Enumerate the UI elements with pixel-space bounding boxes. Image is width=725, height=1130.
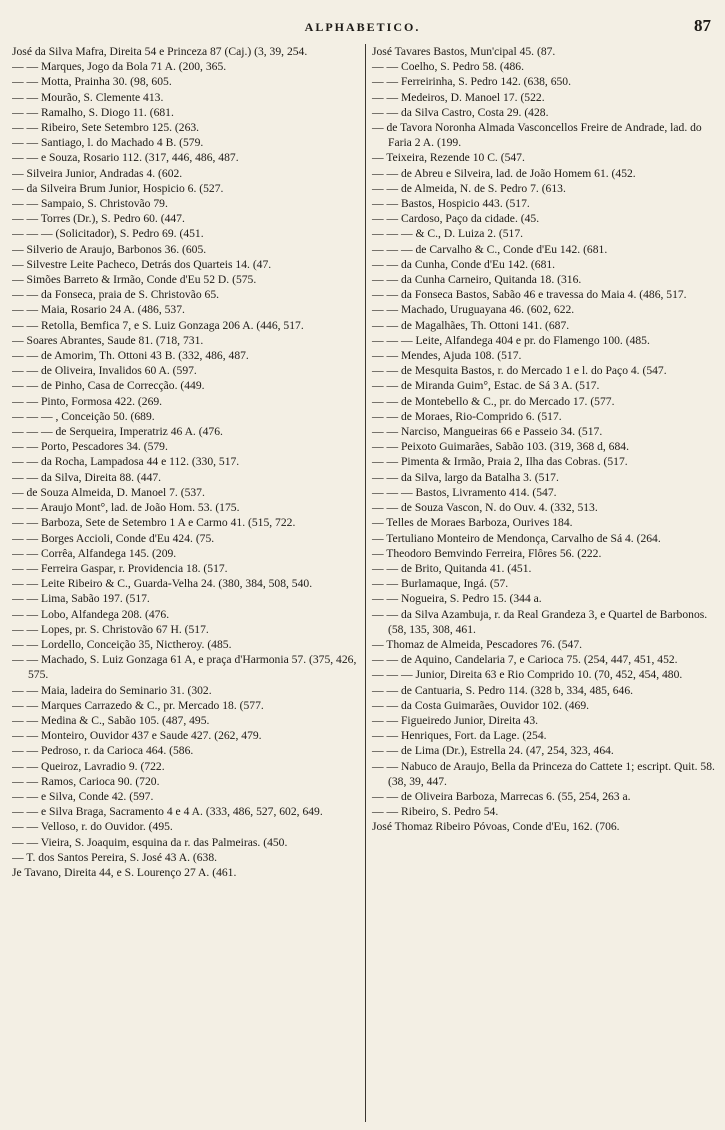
directory-entry: — — Monteiro, Ouvidor 437 e Saude 427. (262, 479. <box>12 729 262 743</box>
directory-entry: — — de Oliveira Barboza, Marrecas 6. (55, 254, 263 a. <box>372 789 631 803</box>
directory-entry: — — Motta, Prainha 30. (98, 605. <box>12 75 172 89</box>
directory-entry: — — — Bastos, Livramento 414. (547. <box>372 485 557 499</box>
directory-entry: José da Silva Mafra, Direita 54 e Princeza 87 (Caj.) (3, 39, 254. <box>12 45 308 58</box>
directory-entry: — — de Miranda Guim°, Estac. de Sá 3 A. (517. <box>372 379 600 393</box>
directory-entry: — — Cardoso, Paço da cidade. (45. <box>372 212 540 226</box>
directory-entry: — — de Moraes, Rio-Comprido 6. (517. <box>372 409 562 423</box>
directory-entry: — — da Cunha Carneiro, Quitanda 18. (316. <box>372 273 582 287</box>
directory-entry: — — Marques, Jogo da Bola 71 A. (200, 365. <box>12 60 227 74</box>
directory-entry: — Simões Barreto & Irmão, Conde d'Eu 52 D. (575. <box>12 273 257 287</box>
directory-entry: — — Peixoto Guimarães, Sabão 103. (319, 368 d, 684. <box>372 440 629 454</box>
directory-entry: — — — Leite, Alfandega 404 e pr. do Flamengo 100. (485. <box>372 333 650 347</box>
directory-entry: José Tavares Bastos, Mun'cipal 45. (87. <box>372 45 556 58</box>
directory-entry: — — e Souza, Rosario 112. (317, 446, 486, 487. <box>12 151 239 165</box>
directory-entry: — — Nogueira, S. Pedro 15. (344 a. <box>372 592 542 606</box>
directory-entry: — — Queiroz, Lavradio 9. (722. <box>12 759 165 773</box>
directory-entry: — — Medina & C., Sabão 105. (487, 495. <box>12 713 210 727</box>
directory-entry: — — Medeiros, D. Manoel 17. (522. <box>372 90 545 104</box>
directory-entry: — — de Souza Vascon, N. do Ouv. 4. (332, 513. <box>372 501 598 515</box>
directory-entry: — Silveira Junior, Andradas 4. (602. <box>12 166 183 180</box>
directory-entry: — — Ramos, Carioca 90. (720. <box>12 774 160 788</box>
directory-entry: — — — de Carvalho & C., Conde d'Eu 142. (681. <box>372 242 608 256</box>
directory-entry: — — Mourão, S. Clemente 413. <box>12 90 164 104</box>
directory-entry: — — Ferreira Gaspar, r. Providencia 18. (517. <box>12 561 228 575</box>
directory-entry: — — de Lima (Dr.), Estrella 24. (47, 254, 323, 464. <box>372 744 614 758</box>
directory-entry: — Tertuliano Monteiro de Mendonça, Carvalho de Sá 4. (264. <box>372 531 661 545</box>
directory-entry: — — Narciso, Mangueiras 66 e Passeio 34. (517. <box>372 425 603 439</box>
directory-entry: — — da Fonseca Bastos, Sabão 46 e travessa do Maia 4. (486, 517. <box>372 288 687 302</box>
directory-entry: — — Pedroso, r. da Carioca 464. (586. <box>12 744 194 758</box>
directory-entry: — — da Fonseca, praia de S. Christovão 65. <box>12 288 220 302</box>
directory-entry: — — Corrêa, Alfandega 145. (209. <box>12 546 177 560</box>
directory-entry: — — da Silva Castro, Costa 29. (428. <box>372 105 549 119</box>
page-number: 87 <box>694 16 711 35</box>
directory-entry: — — Ribeiro, Sete Setembro 125. (263. <box>12 121 200 135</box>
directory-entry: — — de Amorim, Th. Ottoni 43 B. (332, 486, 487. <box>12 349 249 363</box>
directory-entry: — — Maia, Rosario 24 A. (486, 537. <box>12 303 185 317</box>
directory-entry: — — Lopes, pr. S. Christovão 67 H. (517. <box>12 622 209 636</box>
directory-entry: — — de Magalhães, Th. Ottoni 141. (687. <box>372 318 570 332</box>
running-title: ALPHABETICO. <box>304 20 421 34</box>
directory-entry: — — Ferreirinha, S. Pedro 142. (638, 650. <box>372 75 572 89</box>
directory-entry: — Silvestre Leite Pacheco, Detrás dos Quarteis 14. (47. <box>12 257 272 271</box>
directory-entry: — — — (Solicitador), S. Pedro 69. (451. <box>12 227 204 241</box>
directory-entry: — — Mendes, Ajuda 108. (517. <box>372 349 522 363</box>
directory-entry: — — Maia, ladeira do Seminario 31. (302. <box>12 683 212 697</box>
directory-entry: — — Borges Accioli, Conde d'Eu 424. (75. <box>12 531 215 545</box>
directory-entry: — — — , Conceição 50. (689. <box>12 409 155 423</box>
directory-entry: — Thomaz de Almeida, Pescadores 76. (547. <box>372 637 583 651</box>
directory-entry: — de Tavora Noronha Almada Vasconcellos Freire de Andrade, lad. do Faria 2 A. (199. <box>372 121 702 150</box>
left-column <box>12 44 365 1122</box>
directory-entry: — — Porto, Pescadores 34. (579. <box>12 440 168 454</box>
directory-entry: — — Vieira, S. Joaquim, esquina da r. das Palmeiras. (450. <box>12 835 288 849</box>
directory-entry: — Telles de Moraes Barboza, Ourives 184. <box>372 516 573 530</box>
directory-entry: Je Tavano, Direita 44, e S. Lourenço 27 A. (461. <box>12 865 237 879</box>
directory-entry: — — Coelho, S. Pedro 58. (486. <box>372 60 525 74</box>
directory-entry: — — Velloso, r. do Ouvidor. (495. <box>12 820 173 834</box>
directory-entry: — — Lobo, Alfandega 208. (476. <box>12 607 170 621</box>
directory-entry: — — da Silva, largo da Batalha 3. (517. <box>372 470 559 484</box>
directory-entry: — — da Cunha, Conde d'Eu 142. (681. <box>372 257 556 271</box>
directory-entry: — Teixeira, Rezende 10 C. (547. <box>372 151 525 165</box>
directory-entry: — — de Mesquita Bastos, r. do Mercado 1 e l. do Paço 4. (547. <box>372 364 667 378</box>
directory-entry: — — Leite Ribeiro & C., Guarda-Velha 24. (380, 384, 508, 540. <box>12 577 313 591</box>
directory-entry: — — Burlamaque, Ingá. (57. <box>372 577 509 591</box>
directory-entry: — Theodoro Bemvindo Ferreira, Flôres 56. (222. <box>372 546 602 560</box>
directory-entry: — — Barboza, Sete de Setembro 1 A e Carmo 41. (515, 722. <box>12 516 296 530</box>
directory-entry: — — Pimenta & Irmão, Praia 2, Ilha das Cobras. (517. <box>372 455 628 469</box>
directory-entry: — Silverio de Araujo, Barbonos 36. (605. <box>12 242 207 256</box>
directory-entry: — — Machado, Uruguayana 46. (602, 622. <box>372 303 575 317</box>
directory-entry: — — Henriques, Fort. da Lage. (254. <box>372 729 547 743</box>
directory-entry: — — Sampaio, S. Christovão 79. <box>12 197 168 211</box>
directory-entry: — — Lima, Sabão 197. (517. <box>12 592 150 606</box>
directory-entry: — — de Oliveira, Invalidos 60 A. (597. <box>12 364 197 378</box>
directory-entry: — — Lordello, Conceição 35, Nictheroy. (485. <box>12 637 232 651</box>
directory-entry: — Soares Abrantes, Saude 81. (718, 731. <box>12 333 204 347</box>
directory-entry: José Thomaz Ribeiro Póvoas, Conde d'Eu, 162. (706. <box>372 820 620 834</box>
directory-entry: — — de Pinho, Casa de Correcção. (449. <box>12 379 205 393</box>
directory-entry: — — de Montebello & C., pr. do Mercado 17. (577. <box>372 394 615 408</box>
directory-entry: — de Souza Almeida, D. Manoel 7. (537. <box>12 485 205 499</box>
directory-entry: — — Santiago, l. do Machado 4 B. (579. <box>12 136 204 150</box>
directory-entry: — — Araujo Mont°, lad. de João Hom. 53. (175. <box>12 501 240 515</box>
directory-entry: — — Pinto, Formosa 422. (269. <box>12 394 163 408</box>
directory-entry: — — Nabuco de Araujo, Bella da Princeza do Cattete 1; escript. Quit. 58. (38, 39, 447. <box>372 759 715 788</box>
directory-entry: — — de Brito, Quitanda 41. (451. <box>372 561 532 575</box>
directory-entry: — — da Silva, Direita 88. (447. <box>12 470 162 484</box>
directory-entry: — — da Costa Guimarães, Ouvidor 102. (469. <box>372 698 590 712</box>
directory-entry: — — Machado, S. Luiz Gonzaga 61 A, e praça d'Harmonia 57. (375, 426, 575. <box>12 653 357 682</box>
directory-entry: — — — de Serqueira, Imperatriz 46 A. (476. <box>12 425 223 439</box>
directory-entry: — — Figueiredo Junior, Direita 43. <box>372 713 539 727</box>
directory-columns <box>12 44 720 1122</box>
directory-entry: — — Ramalho, S. Diogo 11. (681. <box>12 105 174 119</box>
right-column <box>366 44 719 1122</box>
directory-entry: — — da Silva Azambuja, r. da Real Grandeza 3, e Quartel de Barbonos. (58, 135, 308, 461. <box>372 607 708 636</box>
directory-entry: — — de Almeida, N. de S. Pedro 7. (613. <box>372 181 566 195</box>
directory-entry: — — da Rocha, Lampadosa 44 e 112. (330, 517. <box>12 455 240 469</box>
directory-entry: — — e Silva Braga, Sacramento 4 e 4 A. (333, 486, 527, 602, 649. <box>12 805 323 819</box>
directory-entry: — — de Abreu e Silveira, lad. de João Homem 61. (452. <box>372 166 636 180</box>
directory-entry: — — Torres (Dr.), S. Pedro 60. (447. <box>12 212 185 226</box>
directory-entry: — — Bastos, Hospicio 443. (517. <box>372 197 530 211</box>
directory-entry: — T. dos Santos Pereira, S. José 43 A. (638. <box>12 850 218 864</box>
directory-entry: — — Marques Carrazedo & C., pr. Mercado 18. (577. <box>12 698 264 712</box>
directory-entry: — — de Aquino, Candelaria 7, e Carioca 75. (254, 447, 451, 452. <box>372 653 678 667</box>
directory-entry: — — — Junior, Direita 63 e Rio Comprido 10. (70, 452, 454, 480. <box>372 668 683 682</box>
directory-entry: — da Silveira Brum Junior, Hospicio 6. (527. <box>12 181 224 195</box>
page-header <box>0 8 725 40</box>
directory-entry: — — — & C., D. Luiza 2. (517. <box>372 227 524 241</box>
directory-entry: — — de Cantuaria, S. Pedro 114. (328 b, 334, 485, 646. <box>372 683 634 697</box>
directory-entry: — — Retolla, Bemfica 7, e S. Luiz Gonzaga 206 A. (446, 517. <box>12 318 304 332</box>
directory-entry: — — Ribeiro, S. Pedro 54. <box>372 805 499 819</box>
directory-entry: — — e Silva, Conde 42. (597. <box>12 789 154 803</box>
